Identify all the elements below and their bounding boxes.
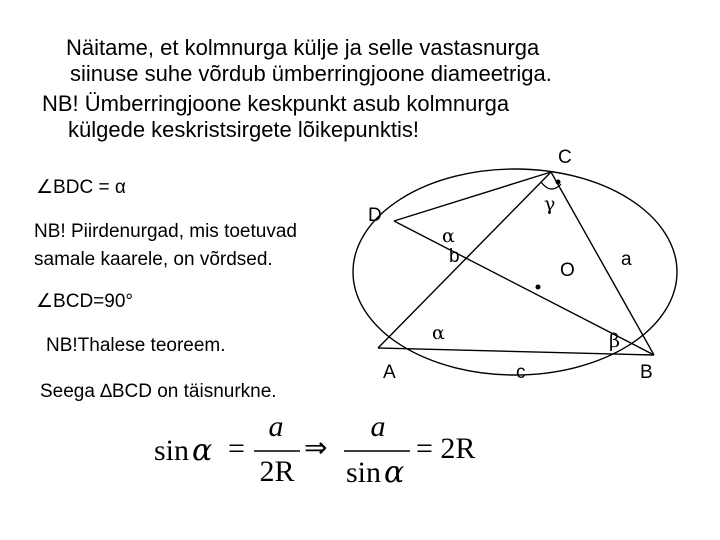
label-a-side: a (621, 249, 632, 270)
implies-icon: ⇒ (304, 431, 328, 464)
inscribed-note-2: samale kaarele, on võrdsed. (34, 249, 273, 270)
label-c-side: c (516, 362, 526, 383)
formula-denominator-right: sin α (346, 455, 405, 490)
label-alpha-d: α (442, 225, 455, 247)
label-gamma: γ (544, 193, 556, 215)
label-c: C (558, 147, 572, 168)
angle-bcd-text: BCD=90° (53, 291, 133, 312)
heading-line-1: Näitame, et kolmnurga külje ja selle vastasnurga (66, 35, 540, 60)
thales-note: NB!Thalese teoreem. (46, 335, 226, 356)
conclusion-note: Seega ∆BCD on täisnurkne. (40, 381, 277, 402)
label-b-side: b (449, 246, 460, 267)
label-a-vertex: A (383, 362, 396, 383)
formula-rhs: = 2R (416, 432, 476, 465)
angle-bdc-text: BDC = α (53, 177, 126, 198)
inscribed-note-1: NB! Piirdenurgad, mis toetuvad (34, 221, 297, 242)
label-b-vertex: B (640, 362, 653, 383)
angle-icon: ∠ (36, 176, 54, 198)
formula-numerator-left: a (268, 410, 284, 443)
heading-line-4: külgede keskristsirgete lõikepunktis! (68, 117, 419, 142)
label-alpha-a: α (432, 322, 445, 344)
formula-numerator-right: a (370, 410, 386, 443)
label-beta: β (609, 330, 620, 352)
formula-denominator-left: 2R (259, 455, 295, 488)
label-o: O (560, 260, 575, 281)
heading-line-2: siinuse suhe võrdub ümberringjoone diameetriga. (70, 61, 552, 86)
formula-equals-left: = (228, 432, 245, 465)
formula-sin-left: sin α (154, 433, 213, 468)
heading-line-3: NB! Ümberringjoone keskpunkt asub kolmnurga (42, 91, 510, 116)
label-d: D (368, 205, 382, 226)
angle-icon: ∠ (36, 290, 54, 312)
